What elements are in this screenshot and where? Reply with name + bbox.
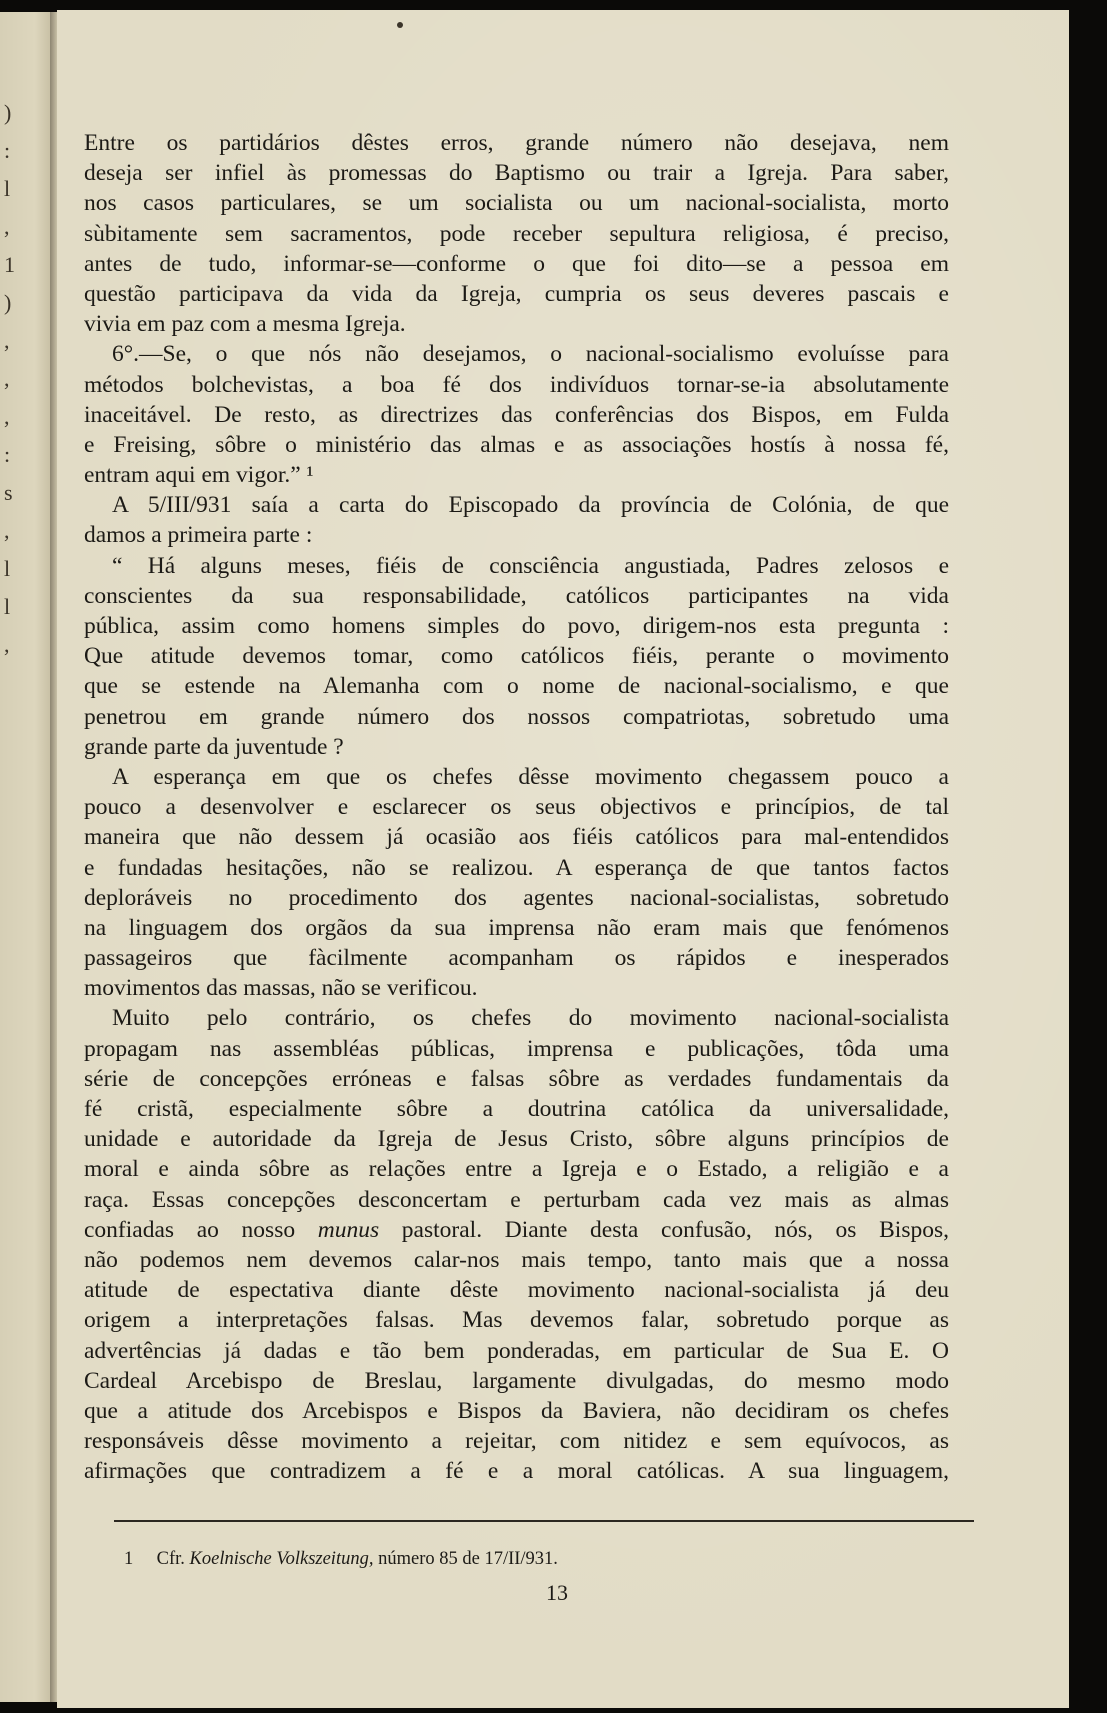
margin-fragment: : — [4, 138, 11, 163]
text-line: Entre os partidários dêstes erros, grande número não desejava, nem — [84, 130, 949, 156]
text-line: A esperança em que os chefes dêsse movimento chegassem pouco a — [112, 763, 949, 790]
text-line: damos a primeira parte : — [84, 522, 313, 549]
margin-fragment: l — [4, 594, 11, 619]
text-line: Cardeal Arcebispo de Breslau, largamente divulgadas, do mesmo modo — [84, 1367, 949, 1394]
margin-fragment: : — [4, 442, 11, 467]
text-line: não podemos nem devemos calar-nos mais tempo, tanto mais que a nossa — [84, 1246, 949, 1273]
text-line: atitude de espectativa diante dêste movimento nacional-socialista já deu — [84, 1277, 949, 1304]
text-line: fé cristã, especialmente sôbre a doutrina católica da universalidade, — [84, 1096, 949, 1122]
text-line: que se estende na Alemanha com o nome de nacional-socialismo, e que — [84, 673, 949, 700]
margin-fragment: , — [4, 328, 10, 353]
text-line: métodos bolchevistas, a boa fé dos indivíduos tornar-se-ia absolutamente — [84, 371, 949, 398]
text-line: advertências já dadas e tão bem ponderadas, em particular de Sua E. O — [84, 1337, 949, 1364]
footnote-title: Koelnische Volkszeitung, — [189, 1549, 374, 1569]
text-line: 6°.—Se, o que nós não desejamos, o nacional-socialismo evoluísse para — [112, 341, 949, 368]
text-line: deseja ser infiel às promessas do Baptismo ou trair a Igreja. Para saber, — [84, 160, 949, 187]
margin-fragment: 1 — [4, 252, 15, 277]
adjacent-page-edge — [0, 12, 50, 1702]
margin-fragment: s — [4, 480, 13, 505]
margin-fragment: l — [4, 176, 11, 201]
margin-fragment: ) — [4, 290, 12, 315]
text-line: sùbitamente sem sacramentos, pode receber sepultura religiosa, é preciso, — [84, 220, 949, 247]
text-line: maneira que não dessem já ocasião aos fiéis católicos para mal-entendidos — [84, 824, 949, 851]
margin-fragment: , — [4, 518, 10, 543]
text-line: penetrou em grande número dos nossos compatriotas, sobretudo uma — [84, 703, 949, 730]
page-number: 13 — [546, 1580, 568, 1605]
text-line: conscientes da sua responsabilidade, católicos participantes na vida — [84, 582, 949, 609]
ink-spot — [397, 22, 403, 28]
text-line: A 5/III/931 saía a carta do Episcopado da província de Colónia, de que — [112, 492, 949, 519]
text-line: raça. Essas concepções desconcertam e perturbam cada vez mais as almas — [84, 1186, 949, 1213]
text-line: série de concepções erróneas e falsas sôbre as verdades fundamentais da — [84, 1065, 949, 1092]
text-line: moral e ainda sôbre as relações entre a Igreja e o Estado, a religião e a — [84, 1156, 949, 1183]
text-line: pública, assim como homens simples do povo, dirigem-nos esta pregunta : — [84, 613, 949, 639]
text-line: antes de tudo, informar-se—conforme o que foi dito—se a pessoa em — [84, 250, 949, 277]
text-line: afirmações que contradizem a fé e a moral católicas. A sua linguagem, — [84, 1458, 949, 1485]
text-line: Que atitude devemos tomar, como católicos fiéis, perante o movimento — [84, 643, 949, 670]
margin-fragment: , — [4, 214, 10, 239]
text-line: nos casos particulares, se um socialista ou um nacional-socialista, morto — [84, 190, 949, 217]
footnote-prefix: Cfr. — [156, 1549, 185, 1569]
text-line: questão participava da vida da Igreja, cumpria os seus deveres pascais e — [84, 280, 949, 307]
text-line: entram aqui em vigor.” ¹ — [84, 462, 314, 489]
text-line: e fundadas hesitações, não se realizou. A esperança de que tantos factos — [84, 854, 949, 881]
footnote-rule — [114, 1520, 974, 1522]
text-line: vivia em paz com a mesma Igreja. — [84, 311, 406, 338]
footnote-mark: 1 — [124, 1549, 134, 1569]
footnote — [124, 1547, 964, 1571]
book-page — [57, 10, 1069, 1708]
text-line: “ Há alguns meses, fiéis de consciência angustiada, Padres zelosos e — [112, 552, 949, 579]
margin-fragment: , — [4, 632, 10, 657]
text-line: pouco a desenvolver e esclarecer os seus objectivos e princípios, de tal — [84, 794, 949, 821]
text-line: e Freising, sôbre o ministério das almas e as associações hostís à nossa fé, — [84, 431, 949, 458]
margin-fragment: ) — [4, 100, 12, 125]
body-text — [84, 128, 949, 1486]
text-line: inaceitável. De resto, as directrizes das conferências dos Bispos, em Fulda — [84, 401, 949, 428]
text-line: deploráveis no procedimento dos agentes nacional-socialistas, sobretudo — [84, 884, 949, 911]
text-line: na linguagem dos orgãos da sua imprensa não eram mais que fenómenos — [84, 914, 949, 941]
text-line: confiadas ao nosso munus pastoral. Diante desta confusão, nós, os Bispos, — [84, 1216, 949, 1243]
text-line: origem a interpretações falsas. Mas devemos falar, sobretudo porque as — [84, 1307, 949, 1334]
text-line: movimentos das massas, não se verificou. — [84, 975, 478, 1002]
margin-fragment: , — [4, 366, 10, 391]
margin-fragment: l — [4, 556, 11, 581]
text-line: unidade e autoridade da Igreja de Jesus Cristo, sôbre alguns princípios de — [84, 1126, 949, 1153]
text-line: responsáveis dêsse movimento a rejeitar, com nitidez e sem equívocos, as — [84, 1428, 949, 1455]
text-line: que a atitude dos Arcebispos e Bispos da Baviera, não decidiram os chefes — [84, 1397, 949, 1424]
text-line: propagam nas assembléas públicas, imprensa e publicações, tôda uma — [84, 1035, 949, 1062]
text-line: passageiros que fàcilmente acompanham os rápidos e inesperados — [84, 945, 949, 972]
text-line: Muito pelo contrário, os chefes do movimento nacional-socialista — [112, 1005, 949, 1032]
footnote-rest: número 85 de 17/II/931. — [378, 1549, 558, 1569]
margin-fragment: , — [4, 404, 10, 429]
text-line: grande parte da juventude ? — [84, 733, 344, 760]
